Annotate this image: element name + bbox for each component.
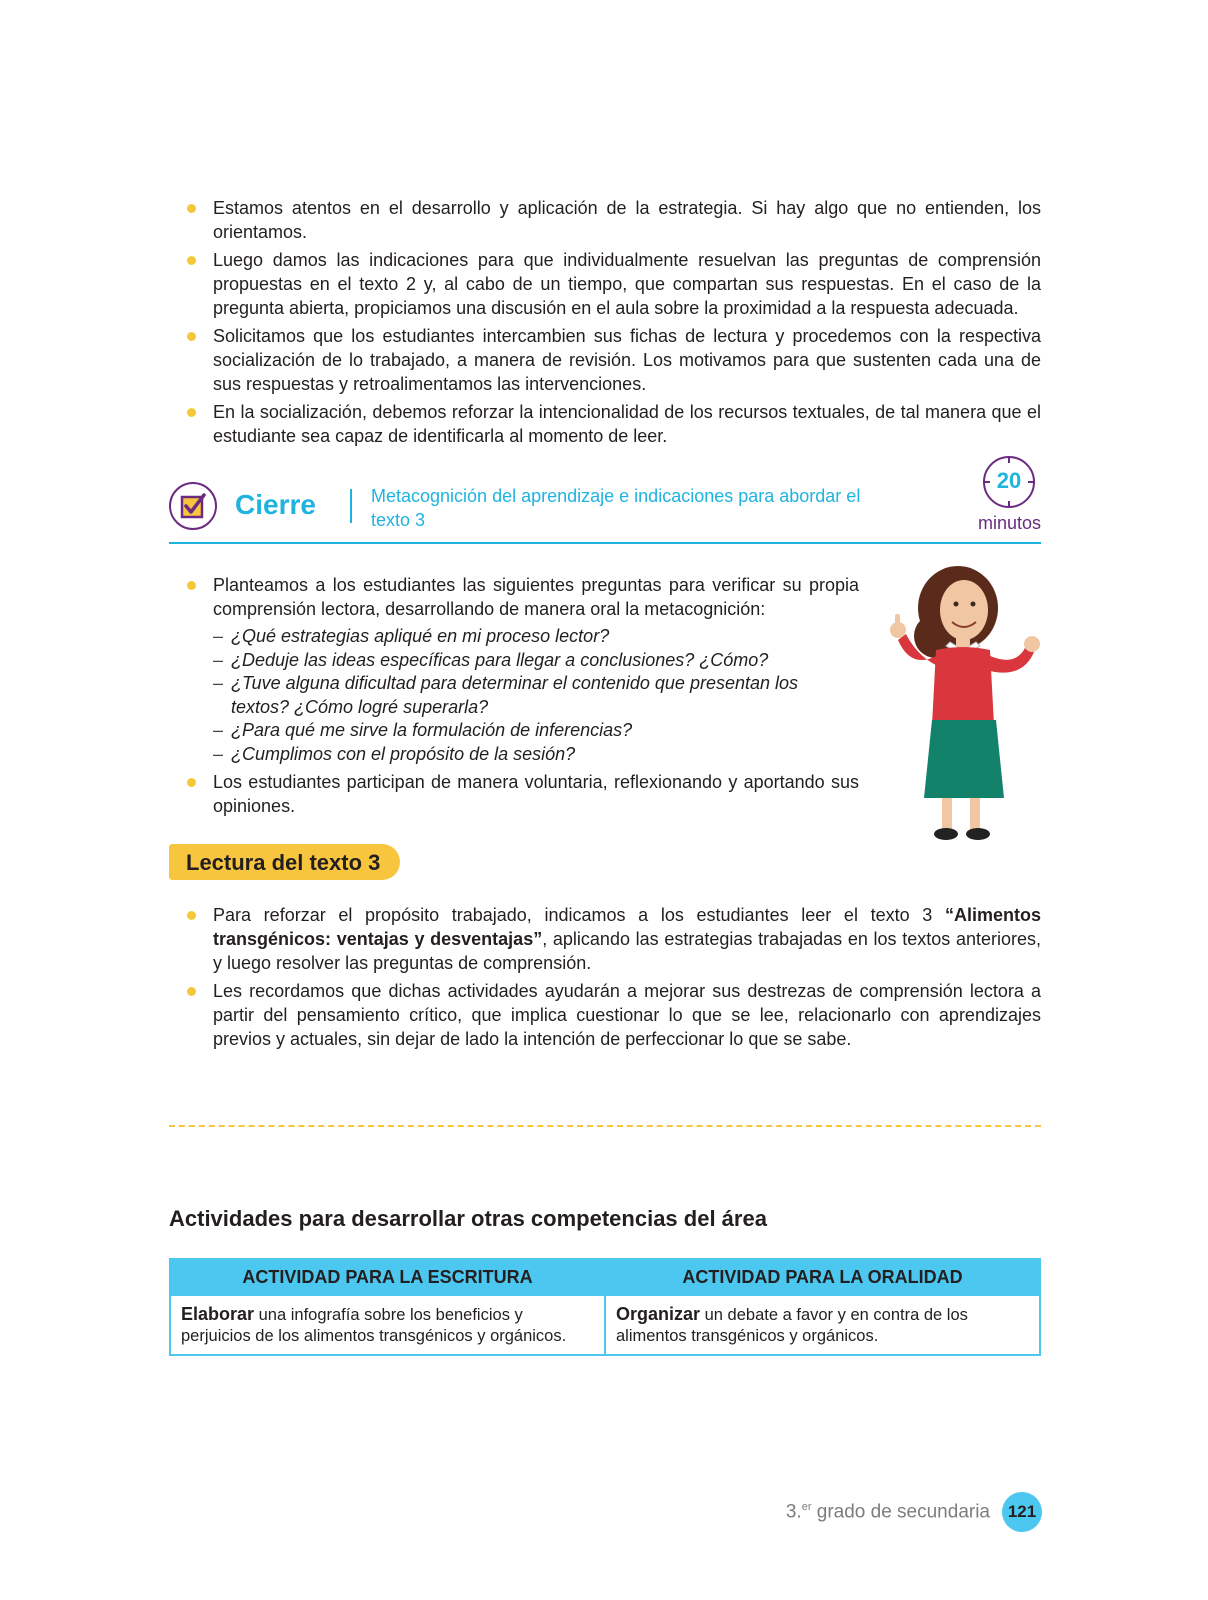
list-item	[169, 903, 1041, 975]
column-header: ACTIVIDAD PARA LA ESCRITURA	[170, 1259, 605, 1295]
list-item	[169, 400, 1041, 448]
text-title-bold: “Alimentos transgénicos: ventajas y desventajas”	[213, 905, 1041, 949]
cell-text: una infografía sobre los beneficios y perjuicios de los alimentos transgénicos y orgánicos.	[181, 1306, 567, 1345]
bullet-text: Estamos atentos en el desarrollo y aplicación de la estrategia. Si hay algo que no entienden, los orientamos.	[213, 198, 1041, 242]
question-item: – ¿Qué estrategias apliqué en mi proceso lector?	[213, 625, 859, 649]
question-list	[213, 625, 859, 766]
dashed-divider	[169, 1125, 1041, 1127]
timer-icon	[983, 456, 1035, 508]
lectura-bullet-list	[169, 903, 1041, 1055]
bullet-dot-icon	[187, 332, 196, 341]
bullet-text: Luego damos las indicaciones para que individualmente resuelvan las preguntas de comprensión propuestas en el texto 2 y, al cabo de un tiempo, que compartan sus respuestas. En el caso de la pregunta abierta, propiciamos una discusión en el aula sobre la proximidad a la respuesta adecuada.	[213, 250, 1041, 318]
question-item: – ¿Cumplimos con el propósito de la sesión?	[213, 743, 859, 767]
list-item	[169, 573, 859, 766]
cell-verb: Elaborar	[181, 1304, 255, 1324]
section-title: Cierre	[235, 489, 316, 520]
bullet-dot-icon	[187, 256, 196, 265]
bullet-text: Los estudiantes participan de manera voluntaria, reflexionando y aportando sus opiniones.	[213, 772, 859, 816]
table-row	[170, 1295, 1040, 1355]
list-item	[169, 248, 1041, 320]
divider	[350, 489, 352, 523]
cell-verb: Organizar	[616, 1304, 701, 1324]
page-footer	[786, 1492, 1042, 1532]
list-item	[169, 979, 1041, 1051]
table-cell	[170, 1295, 605, 1355]
cell-text: un debate a favor y en contra de los alimentos transgénicos y orgánicos.	[616, 1306, 968, 1345]
bullet-text: Les recordamos que dichas actividades ayudarán a mejorar sus destrezas de comprensión lectora a partir del pensamiento crítico, que implica cuestionar lo que se lee, relacionarlo con aprendizajes previos y actuales, sin dejar de lado la intención de perfeccionar lo que se sabe.	[213, 981, 1041, 1049]
bullet-dot-icon	[187, 581, 196, 590]
column-header: ACTIVIDAD PARA LA ORALIDAD	[605, 1259, 1040, 1295]
bullet-dot-icon	[187, 987, 196, 996]
question-item: – ¿Para qué me sirve la formulación de inferencias?	[213, 719, 859, 743]
lectura-tab-label: Lectura del texto 3	[186, 850, 381, 875]
activities-title: Actividades para desarrollar otras competencias del área	[169, 1206, 767, 1231]
list-item	[169, 196, 1041, 244]
timer-unit: minutos	[977, 513, 1041, 533]
section-rule	[169, 542, 1041, 544]
bullet-dot-icon	[187, 911, 196, 920]
bullet-text: Planteamos a los estudiantes las siguientes preguntas para verificar su propia comprensión lectora, desarrollando de manera oral la metacognición:	[213, 575, 859, 619]
intro-bullet-list	[169, 196, 1041, 452]
cierre-header	[169, 456, 1041, 546]
table-header-row	[170, 1259, 1040, 1295]
page-number-badge: 121	[1002, 1492, 1042, 1532]
list-item	[169, 324, 1041, 396]
bullet-text: , aplicando las estrategias trabajadas en los textos anteriores, y luego resolver las preguntas de comprensión.	[213, 929, 1041, 973]
timer-value: 20	[996, 468, 1022, 493]
list-item	[169, 770, 859, 818]
cierre-bullet-list	[169, 573, 859, 822]
bullet-dot-icon	[187, 408, 196, 417]
checkbox-icon	[169, 482, 217, 530]
table-cell	[605, 1295, 1040, 1355]
teacher-illustration	[876, 560, 1046, 850]
grade-label: 3.$^{er}$ grado de secundaria	[785, 1500, 990, 1523]
bullet-text: En la socialización, debemos reforzar la intencionalidad de los recursos textuales, de tal manera que el estudiante sea capaz de identificarla al momento de leer.	[213, 402, 1041, 446]
lectura-tab	[169, 844, 400, 880]
question-item: – ¿Deduje las ideas específicas para llegar a conclusiones? ¿Cómo?	[213, 649, 859, 673]
bullet-text: Solicitamos que los estudiantes intercambien sus fichas de lectura y procedemos con la respectiva socialización de lo trabajado, a manera de revisión. Los motivamos para que sustenten cada una de sus respuestas y retroalimentamos las intervenciones.	[213, 326, 1041, 394]
activities-table	[169, 1258, 1041, 1356]
bullet-dot-icon	[187, 778, 196, 787]
question-item: – ¿Tuve alguna dificultad para determinar el contenido que presentan los textos? ¿Cómo logré superarla?	[213, 672, 859, 719]
bullet-text: Para reforzar el propósito trabajado, indicamos a los estudiantes leer el texto 3	[213, 905, 945, 925]
section-description: Metacognición del aprendizaje e indicaciones para abordar el texto 3	[371, 486, 861, 530]
bullet-dot-icon	[187, 204, 196, 213]
